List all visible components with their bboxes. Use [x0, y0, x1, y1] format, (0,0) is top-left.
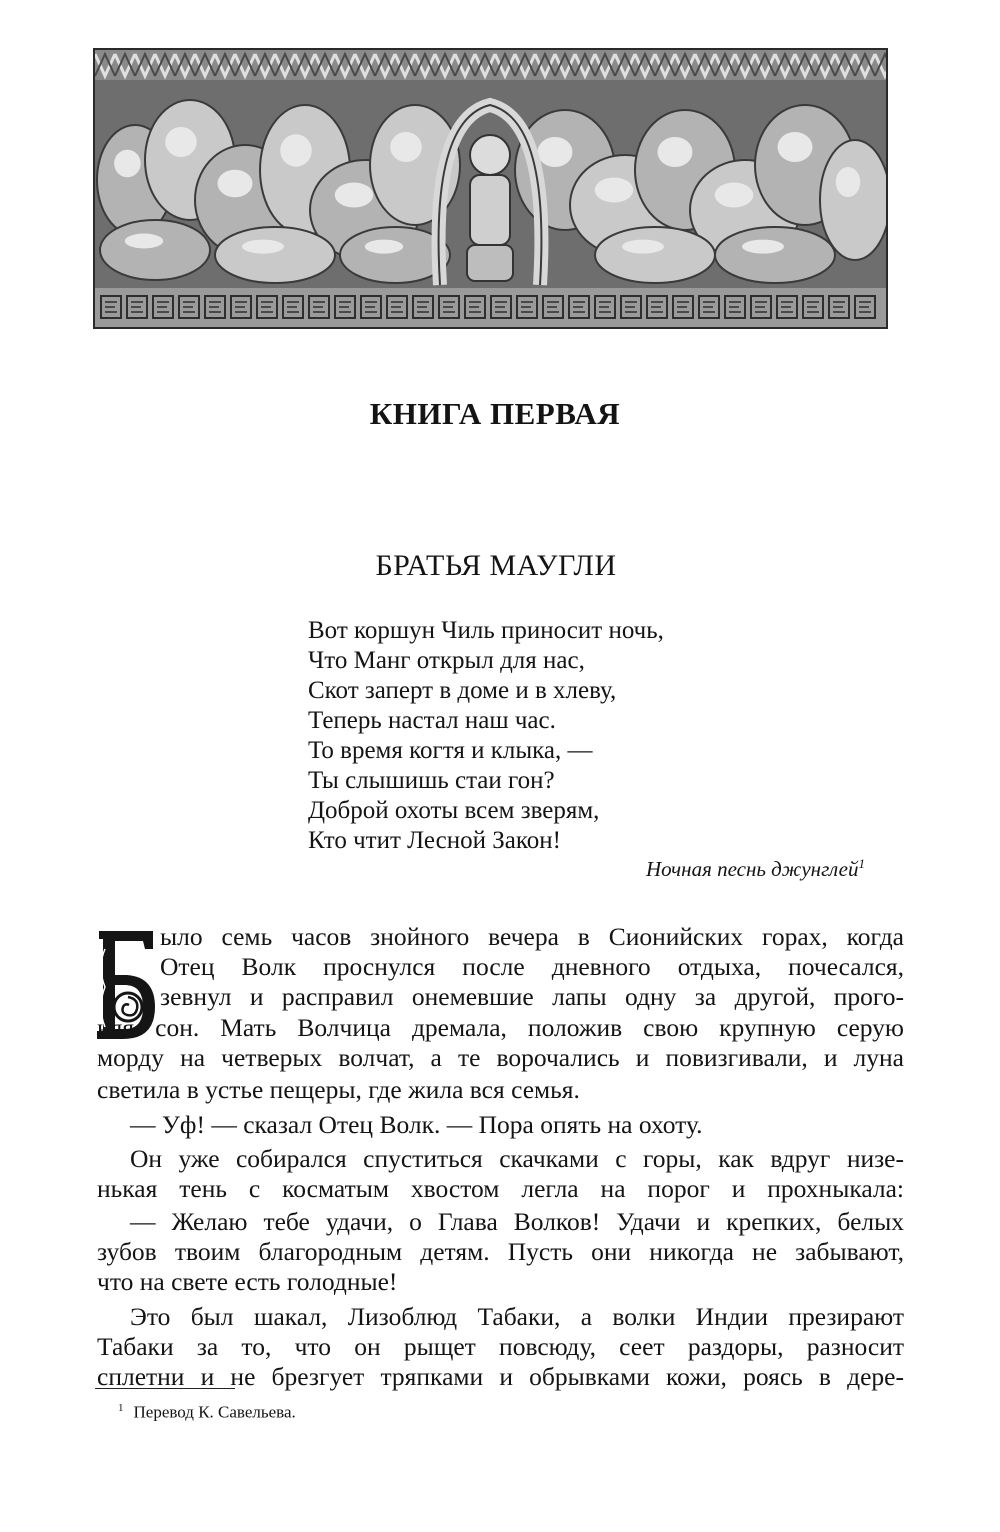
prose-line: Табаки за то, что он рыщет повсюду, сеет раздоры, разносит: [97, 1332, 904, 1361]
chapter-title: БРАТЬЯ МАУГЛИ: [375, 549, 617, 582]
poem-line: Кто чтит Лесной Закон!: [308, 827, 561, 854]
poem-line: То время когтя и клыка, —: [308, 737, 593, 764]
epigraph-attribution: [646, 856, 865, 882]
prose-line: морду на четверых волчат, а те ворочались и повизгивали, и луна: [97, 1043, 904, 1072]
footnote: [118, 1402, 296, 1423]
prose-line: что на свете есть голодные!: [97, 1267, 398, 1296]
book-title: КНИГА ПЕРВАЯ: [369, 396, 621, 431]
prose-line: зевнул и расправил онемевшие лапы одну за другой, прого-: [160, 982, 904, 1011]
prose-line: няя сон. Мать Волчица дремала, положив свою крупную серую: [97, 1013, 904, 1042]
poem-epigraph: [308, 616, 664, 856]
poem-line: Что Манг открыл для нас,: [308, 647, 585, 674]
prose-line: Это был шакал, Лизоблюд Табаки, а волки Индии презирают: [130, 1302, 904, 1331]
prose-line: светила в устье пещеры, где жила вся семья.: [97, 1075, 580, 1104]
poem-line: Скот заперт в доме и в хлеву,: [308, 677, 617, 704]
prose-line: зубов твоим благородным детям. Пусть они никогда не забывают,: [97, 1237, 904, 1266]
prose-line: — Уф! — сказал Отец Волк. — Пора опять на охоту.: [130, 1110, 703, 1139]
footnote-divider: [95, 1388, 235, 1389]
poem-line: Ты слышишь стаи гон?: [308, 767, 555, 794]
poem-line: Вот коршун Чиль приносит ночь,: [308, 617, 664, 644]
epigraph-source: Ночная песнь джунглей: [646, 857, 859, 881]
prose-line: Отец Волк проснулся после дневного отдыха, почесался,: [160, 952, 904, 981]
prose-line: сплетни и не брезгует тряпками и обрывками кожи, роясь в дере-: [97, 1362, 904, 1391]
prose-line: — Желаю тебе удачи, о Глава Волков! Удачи и крепких, белых: [130, 1207, 904, 1236]
frieze-illustration: [93, 48, 888, 329]
poem-line: Доброй охоты всем зверям,: [308, 797, 600, 824]
poem-line: Теперь настал наш час.: [308, 707, 556, 734]
prose-line: ыло семь часов знойного вечера в Сионийских горах, когда: [160, 922, 904, 951]
drop-cap-letter: Б: [93, 927, 94, 928]
prose-line: Он уже собирался спуститься скачками с горы, как вдруг низе-: [130, 1144, 904, 1173]
carved-animals-frieze-icon: [95, 50, 886, 327]
prose-line: нькая тень с косматым хвостом легла на порог и прохныкала:: [97, 1174, 904, 1203]
footnote-ref: 1: [858, 856, 865, 871]
footnote-text: Перевод К. Савельева.: [133, 1402, 296, 1422]
footnote-mark: 1: [118, 1402, 124, 1414]
